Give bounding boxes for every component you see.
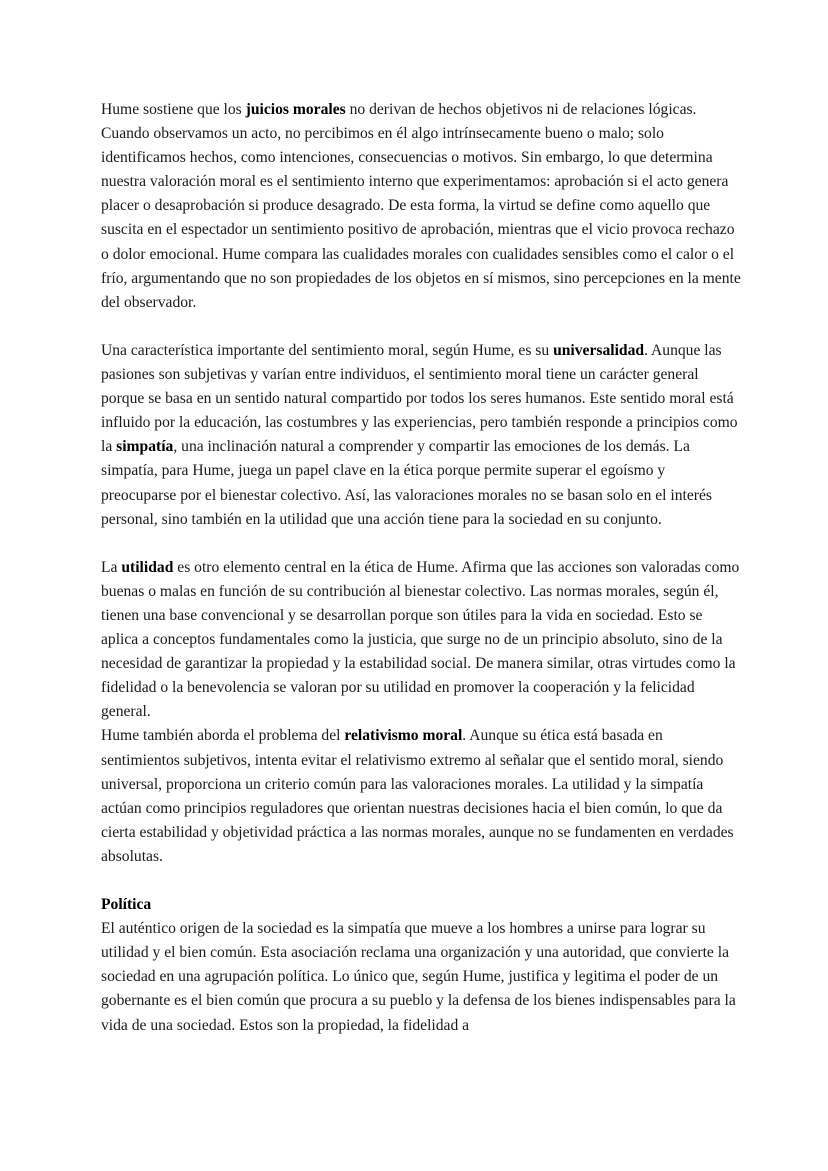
bold-term-relativismo-moral: relativismo moral xyxy=(344,727,463,745)
bold-term-universalidad: universalidad xyxy=(553,341,645,359)
text-run: Una característica importante del sentimiento moral, según Hume, es su xyxy=(101,341,554,359)
text-run: , una inclinación natural a comprender y compartir las emociones de los demás. La simpatía, para Hume, juega un papel clave en la ética porque permite superar el egoísmo y preocuparse por el bienestar colectivo. Así, las valoraciones morales no se basan solo en el interés personal, sino también en la utilidad que una acción tiene para la sociedad en su conjunto. xyxy=(101,438,712,528)
text-run: es otro elemento central en la ética de Hume. Afirma que las acciones son valoradas como buenas o malas en función de su contribución al bienestar colectivo. Las normas morales, según él, tienen una base convencional y se desarrollan porque son útiles para la vida en sociedad. Esto se aplica a conceptos fundamentales como la justicia, que surge no de un principio absoluto, sino de la necesidad de garantizar la propiedad y la estabilidad social. De manera similar, otras virtudes como la fidelidad o la benevolencia se valoran por su utilidad en promover la cooperación y la felicidad general. xyxy=(101,558,740,721)
text-run: . Aunque su ética está basada en sentimientos subjetivos, intenta evitar el relativismo extremo al señalar que el sentido moral, siendo universal, proporciona un criterio común para las valoraciones morales. La utilidad y la simpatía actúan como principios reguladores que orientan nuestras decisiones hacia el bien común, lo que da cierta estabilidad y objetividad práctica a las normas morales, aunque no se fundamenten en verdades absolutas. xyxy=(101,727,734,865)
paragraph-politics: El auténtico origen de la sociedad es la simpatía que mueve a los hombres a unirse para lograr su utilidad y el bien común. Esta asociación reclama una organización y una autoridad, que convierte la sociedad en una agrupación política. Lo único que, según Hume, justifica y legitima el poder de un gobernante es el bien común que procura a su pueblo y la defensa de los bienes indispensables para la vida de una sociedad. Estos son la propiedad, la fidelidad a xyxy=(101,920,736,1034)
text-run: no derivan de hechos objetivos ni de relaciones lógicas. Cuando observamos un acto, no percibimos en él algo intrínsecamente bueno o malo; solo identificamos hechos, como intenciones, consecuencias o motivos. Sin embargo, lo que determina nuestra valoración moral es el sentimiento interno que experimentamos: aprobación si el acto genera placer o desaprobación si produce desagrado. De esta forma, la virtud se define como aquello que suscita en el espectador un sentimiento positivo de aprobación, mientras que el vicio provoca rechazo o dolor emocional. Hume compara las cualidades morales con cualidades sensibles como el calor o el frío, argumentando que no son propiedades de los objetos en sí mismos, sino percepciones en la mente del observador. xyxy=(101,101,741,311)
text-run: Hume también aborda el problema del xyxy=(101,727,345,745)
document-page xyxy=(101,98,741,1038)
bold-term-simpatia: simpatía xyxy=(116,438,174,456)
text-run: La xyxy=(101,558,122,576)
paragraph-utility xyxy=(101,556,741,725)
paragraph-universality xyxy=(101,339,741,532)
text-run: . Aunque las pasiones son subjetivas y varían entre individuos, el sentimiento moral tiene un carácter general porque se basa en un sentido natural compartido por todos los seres humanos. Este sentido moral está influido por la educación, las costumbres y las experiencias, pero también responde a principios como la xyxy=(101,341,738,456)
paragraph-moral-judgments xyxy=(101,98,741,315)
section-heading-politica: Política xyxy=(101,896,152,914)
bold-term-utilidad: utilidad xyxy=(121,558,174,576)
text-run: Hume sostiene que los xyxy=(101,101,246,118)
paragraph-moral-relativism xyxy=(101,724,741,869)
bold-term-juicios-morales: juicios morales xyxy=(245,101,346,118)
